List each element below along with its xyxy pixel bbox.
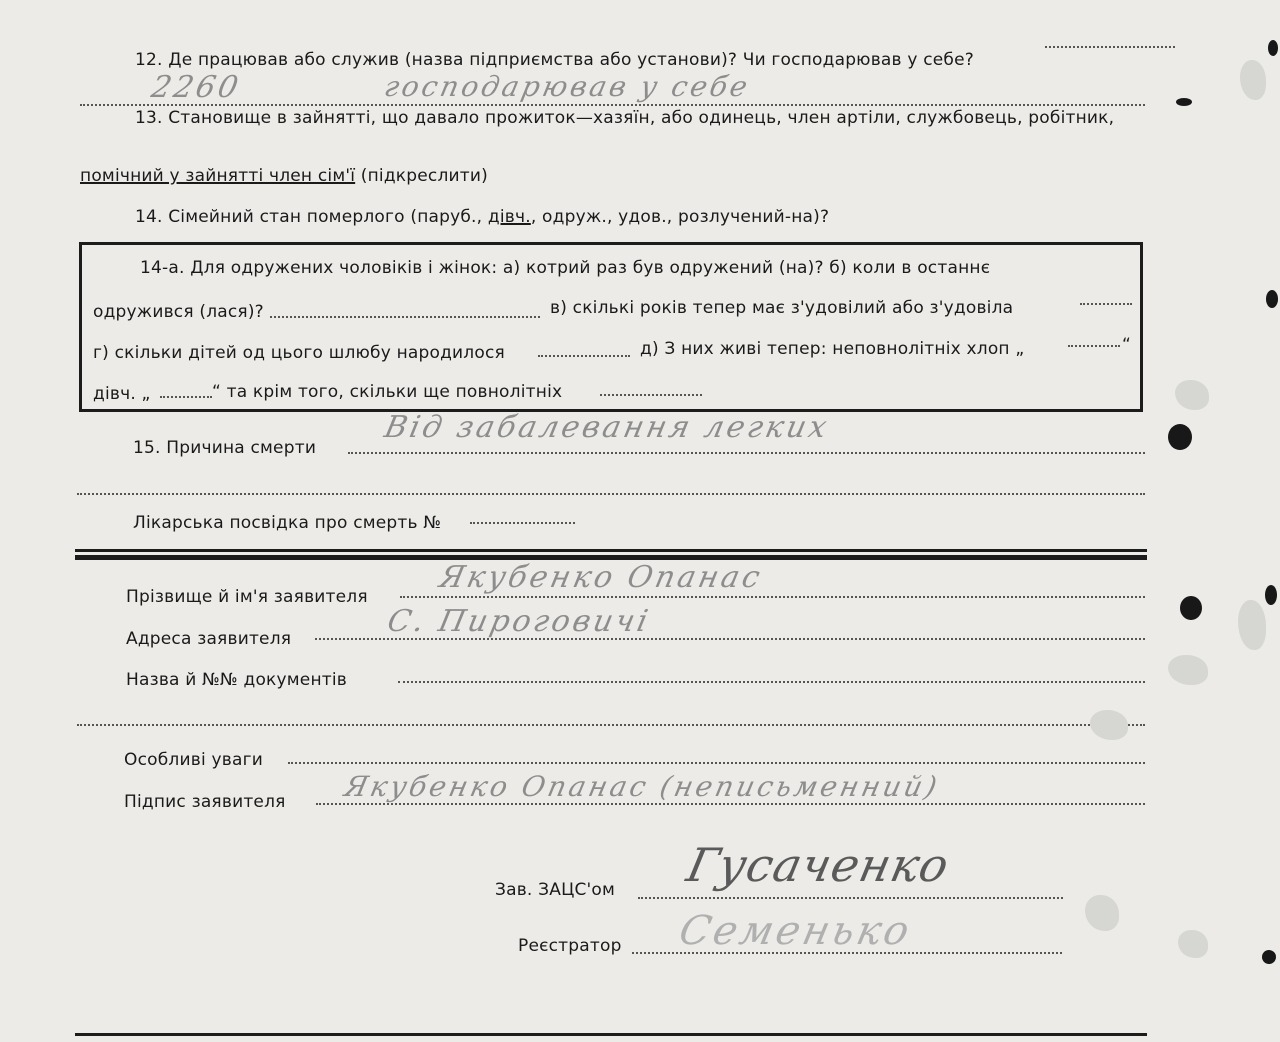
question-13-instruction: (підкреслити) <box>360 166 488 186</box>
question-15-dots <box>348 452 1145 454</box>
signature-dots <box>316 803 1145 805</box>
registrar-signature: Семенько <box>675 908 917 954</box>
question-15-second-line <box>77 493 1145 495</box>
applicant-name-value: Якубенко Опанас <box>436 560 766 595</box>
question-13-label: 13. Становище в зайнятті, що давало прожиток—хазяїн, або одинець, член артіли, службовець, робітник, <box>135 108 1115 128</box>
question-12-answer: господарював у себе <box>381 70 754 103</box>
separator-rule-top <box>75 549 1147 552</box>
question-14a-dots-2 <box>1080 303 1132 305</box>
question-12-dots <box>1045 46 1175 48</box>
question-14a-dots-6 <box>600 394 702 396</box>
documents-second-line <box>77 724 1145 726</box>
question-12-label: 12. Де працював або служив (назва підприємства або установи)? Чи господарював у себе? <box>135 50 974 70</box>
question-14-suffix: , одруж., удов., розлучений-на)? <box>530 207 830 227</box>
zags-head-label: Зав. ЗАЦС'ом <box>495 880 616 900</box>
applicant-address-label: Адреса заявителя <box>126 629 292 649</box>
question-14a-line3a: г) скільки дітей од цього шлюбу народилося <box>93 343 505 363</box>
paper-tear-mark <box>1085 895 1119 931</box>
question-14a-dots-1 <box>270 316 540 318</box>
paper-tear-mark <box>1178 930 1208 958</box>
question-14a-line2a: одружився (лася)? <box>93 302 264 322</box>
question-14-label <box>135 207 829 227</box>
question-14a-line3b: д) З них живі тепер: неповнолітніх хлоп „ <box>640 339 1025 359</box>
question-14a-close-quote: “ <box>1122 335 1132 355</box>
applicant-signature-value: Якубенко Опанас (неписьменний) <box>341 770 943 803</box>
binding-hole <box>1180 596 1202 620</box>
zags-head-signature: Гусаченко <box>682 838 955 892</box>
paper-tear-mark <box>1240 60 1266 100</box>
medical-certificate-label: Лікарська посвідка про смерть № <box>133 513 442 533</box>
question-14a-line4a: дівч. „ <box>93 384 151 404</box>
binding-hole <box>1168 424 1192 450</box>
signature-label: Підпис заявителя <box>124 792 286 812</box>
question-14a-line2b: в) скількі років тепер має з'удовілий або з'удовіла <box>550 298 1014 318</box>
question-14-underlined-status: дівч. <box>487 207 531 227</box>
ink-spot <box>1266 290 1278 308</box>
ink-spot <box>1265 585 1277 605</box>
question-14a-line1: 14-а. Для одружених чоловіків і жінок: а) котрий раз був одружений (на)? б) коли в останнє <box>140 258 991 278</box>
applicant-name-dots <box>400 596 1145 598</box>
question-13-underlined-option: помічний у зайнятті член сім'ї <box>80 166 356 186</box>
notes-label: Особливі уваги <box>124 750 263 770</box>
medical-certificate-dots <box>470 522 575 524</box>
registrar-label: Реєстратор <box>518 936 622 956</box>
question-14a-dots-3 <box>538 355 630 357</box>
question-14a-line4b: “ та крім того, скільки ще повнолітніх <box>212 382 563 402</box>
applicant-name-label: Прізвище й ім'я заявителя <box>126 587 368 607</box>
notes-dots <box>288 762 1145 764</box>
documents-label: Назва й №№ документів <box>126 670 348 690</box>
bottom-rule <box>75 1033 1147 1036</box>
documents-dots <box>398 681 1145 683</box>
question-15-label: 15. Причина смерти <box>133 438 317 458</box>
zags-head-dots <box>638 897 1063 899</box>
question-14a-dots-5 <box>160 396 212 398</box>
paper-tear-mark <box>1175 380 1209 410</box>
ink-spot <box>1262 950 1276 964</box>
paper-tear-mark <box>1238 600 1266 650</box>
ink-spot <box>1268 40 1278 56</box>
ink-spot <box>1176 98 1192 106</box>
applicant-address-value: С. Пироговичі <box>384 604 654 639</box>
question-15-answer: Від забалевання легких <box>381 410 833 445</box>
question-14a-dots-4 <box>1068 345 1120 347</box>
paper-tear-mark <box>1090 710 1128 740</box>
question-12-code: 2260 <box>148 70 245 105</box>
question-14-prefix: 14. Сімейний стан померлого (паруб., <box>135 207 488 227</box>
question-12-answer-line <box>80 104 1145 106</box>
question-13-line2 <box>80 166 488 186</box>
paper-tear-mark <box>1168 655 1208 685</box>
